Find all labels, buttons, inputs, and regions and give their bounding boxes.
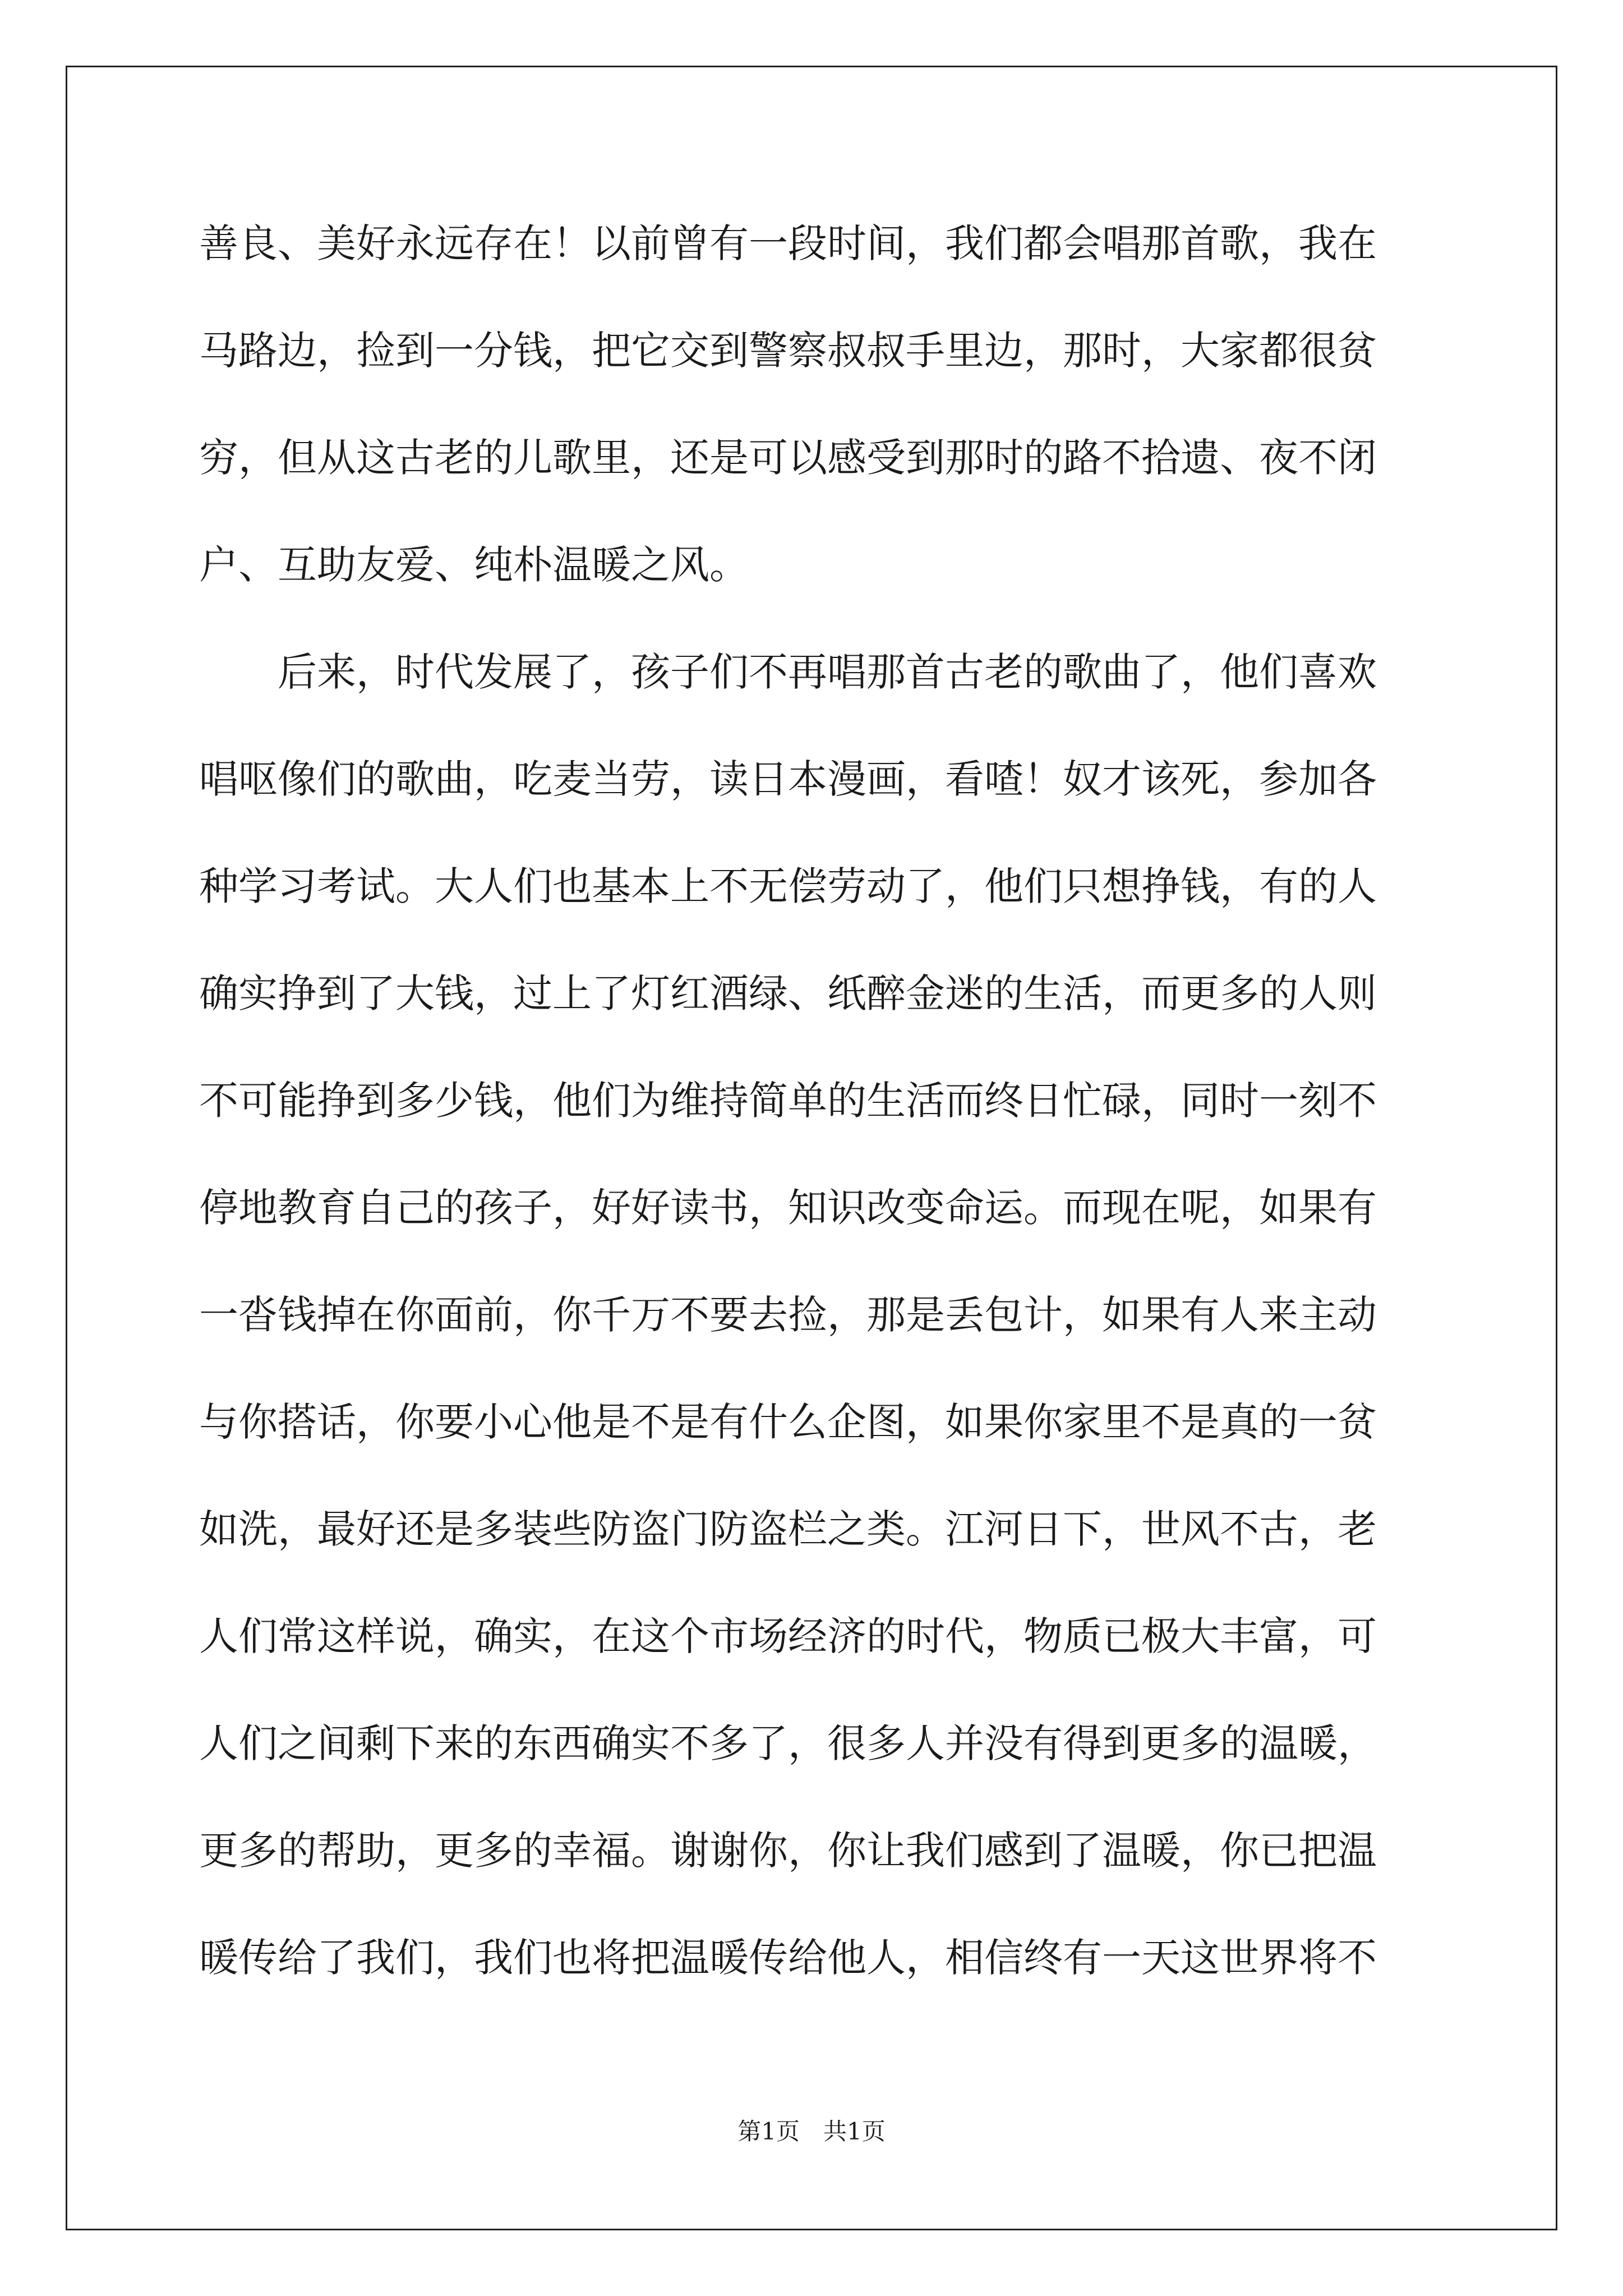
text-line-13: 如洗，最好还是多装些防盗门防盗栏之类。江河日下，世风不古，老 xyxy=(199,1506,1377,1552)
text-line-15: 人们之间剩下来的东西确实不多了，很多人并没有得到更多的温暖， xyxy=(199,1720,1377,1766)
text-line-12: 与你搭话，你要小心他是不是有什么企图，如果你家里不是真的一贫 xyxy=(199,1399,1377,1445)
text-line-1: 善良、美好永远存在！以前曾有一段时间，我们都会唱那首歌，我在 xyxy=(199,220,1377,266)
text-line-6: 唱呕像们的歌曲，吃麦当劳，读日本漫画，看喳！奴才该死，参加各 xyxy=(199,756,1377,802)
page-number-footer: 第1页 共1页 xyxy=(737,2118,886,2145)
text-line-8: 确实挣到了大钱，过上了灯红酒绿、纸醉金迷的生活，而更多的人则 xyxy=(199,970,1377,1016)
text-line-16: 更多的帮助，更多的幸福。谢谢你，你让我们感到了温暖，你已把温 xyxy=(199,1828,1377,1874)
text-line-11: 一沓钱掉在你面前，你千万不要去捡，那是丢包计，如果有人来主动 xyxy=(199,1292,1377,1338)
text-line-3: 穷，但从这古老的儿歌里，还是可以感受到那时的路不拾遗、夜不闭 xyxy=(199,435,1377,481)
text-line-5: 后来，时代发展了，孩子们不再唱那首古老的歌曲了，他们喜欢 xyxy=(199,649,1377,695)
text-line-7: 种学习考试。大人们也基本上不无偿劳动了，他们只想挣钱，有的人 xyxy=(199,863,1377,909)
text-line-17: 暖传给了我们，我们也将把温暖传给他人，相信终有一天这世界将不 xyxy=(199,1935,1377,1981)
text-line-4: 户、互助友爱、纯朴温暖之风。 xyxy=(199,542,749,588)
text-line-2: 马路边，捡到一分钱，把它交到警察叔叔手里边，那时，大家都很贫 xyxy=(199,328,1377,374)
text-line-10: 停地教育自己的孩子，好好读书，知识改变命运。而现在呢，如果有 xyxy=(199,1185,1377,1231)
text-line-14: 人们常这样说，确实，在这个市场经济的时代，物质已极大丰富，可 xyxy=(199,1613,1377,1659)
text-line-9: 不可能挣到多少钱，他们为维持简单的生活而终日忙碌，同时一刻不 xyxy=(199,1078,1377,1124)
page-border xyxy=(66,66,1557,2230)
